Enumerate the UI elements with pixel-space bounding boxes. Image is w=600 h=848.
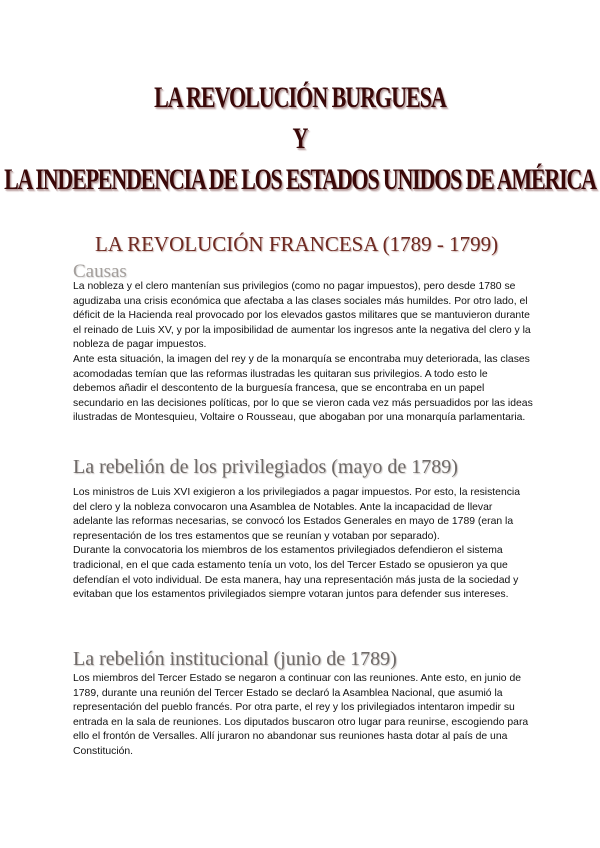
section-heading-rebelion-institucional: La rebelión institucional (junio de 1789) — [73, 648, 397, 670]
document-title — [0, 80, 600, 196]
section-heading-causas: Causas — [73, 261, 127, 282]
section-heading-rebelion-privilegiados: La rebelión de los privilegiados (mayo de 1789) — [73, 456, 458, 478]
paragraph: La nobleza y el clero mantenían sus privilegios (como no pagar impuestos), pero desde 1780 se agudizaba una crisis económica que afectaba a las clases sociales más humildes. Por otro lado, el déficit de la Hacienda real provocado por los elevados gastos militares que se mantuvieron durante el reinado de Luis XV, y por la imposibilidad de aumentar los ingresos ante la negativa del clero y la nobleza de pagar impuestos. — [73, 281, 531, 351]
paragraph: Durante la convocatoria los miembros de los estamentos privilegiados defendieron el sistema tradicional, en el que cada estamento tenía un voto, los del Tercer Estado se opusieron ya que defendían el voto individual. De esta manera, hay una representación más justa de la sociedad y evitaban que los estamentos privilegiados siempre votaran juntos para defender sus intereses. — [73, 545, 519, 601]
section-rebelion-institucional-body — [73, 672, 533, 760]
title-line-2: Y — [292, 121, 308, 155]
paragraph: Los miembros del Tercer Estado se negaron a continuar con las reuniones. Ante esto, en junio de 1789, durante una reunión del Tercer Estado se declaró la Asamblea Nacional, que asumió la representación del pueblo francés. Por otra parte, el rey y los privilegiados intentaron impedir su entrada en la sala de reuniones. Los diputados buscaron otro lugar para reunirse, escogiendo para ello el frontón de Versalles. Allí juraron no abandonar sus reuniones hasta dotar al país de una Constitución. — [73, 673, 529, 757]
paragraph: Los ministros de Luis XVI exigieron a los privilegiados a pagar impuestos. Por esto, la resistencia del clero y la nobleza convocaron una Asamblea de Notables. Ante la incapacidad de llevar adelante las reformas necesarias, se convocó los Estados Generales en mayo de 1789 (eran la representación de los tres estamentos que se reunían y votaban por separado). — [73, 487, 521, 542]
main-heading: LA REVOLUCIÓN FRANCESA (1789 - 1799) — [95, 232, 499, 256]
section-rebelion-privilegiados-body — [73, 486, 533, 603]
paragraph: Ante esta situación, la imagen del rey y de la monarquía se encontraba muy deteriorada, las clases acomodadas temían que las reformas ilustradas les quitaran sus privilegios. A todo esto le debemos añadir el descontento de la burguesía francesa, que se encontraba en un papel secundario en las decisiones políticas, por lo que se vieron cada vez más persuadidos por las ideas ilustradas de Montesquieu, Voltaire o Rousseau, que abogaban por una monarquía parlamentaria. — [73, 353, 533, 424]
title-line-1: LA REVOLUCIÓN BURGUESA — [154, 80, 446, 114]
section-causas-body — [73, 280, 533, 426]
title-line-3: LA INDEPENDENCIA DE LOS ESTADOS UNIDOS DE AMÉRICA — [4, 162, 596, 196]
